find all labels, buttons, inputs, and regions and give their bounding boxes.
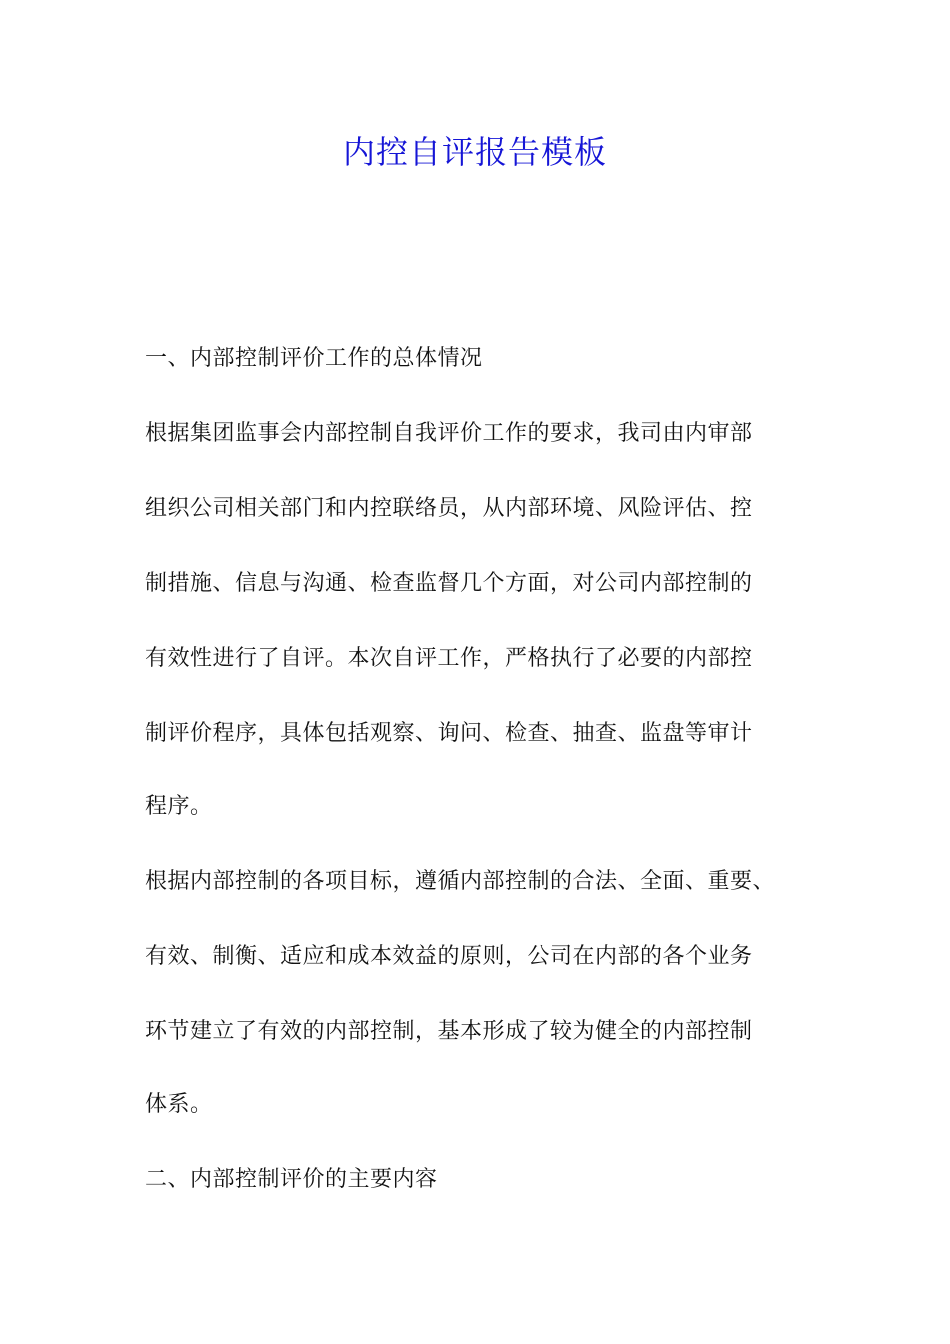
paragraph-line: 有效、制衡、适应和成本效益的原则，公司在内部的各个业务 [145, 944, 753, 969]
paragraph-line: 环节建立了有效的内部控制，基本形成了较为健全的内部控制 [145, 1019, 753, 1044]
paragraph-line: 根据集团监事会内部控制自我评价工作的要求，我司由内审部 [145, 421, 753, 446]
paragraph-line: 组织公司相关部门和内控联络员，从内部环境、风险评估、控 [145, 496, 753, 521]
paragraph-line: 制评价程序，具体包括观察、询问、检查、抽查、监盘等审计 [145, 721, 753, 746]
section-heading-1: 一、内部控制评价工作的总体情况 [145, 346, 483, 371]
paragraph-line: 有效性进行了自评。本次自评工作，严格执行了必要的内部控 [145, 646, 753, 671]
document-title: 内控自评报告模板 [342, 133, 607, 171]
paragraph-line: 程序。 [145, 794, 213, 819]
paragraph-line: 根据内部控制的各项目标，遵循内部控制的合法、全面、重要、 [145, 869, 776, 894]
section-heading-2: 二、内部控制评价的主要内容 [145, 1167, 438, 1192]
paragraph-line: 制措施、信息与沟通、检查监督几个方面，对公司内部控制的 [145, 571, 753, 596]
paragraph-line: 体系。 [145, 1092, 213, 1117]
